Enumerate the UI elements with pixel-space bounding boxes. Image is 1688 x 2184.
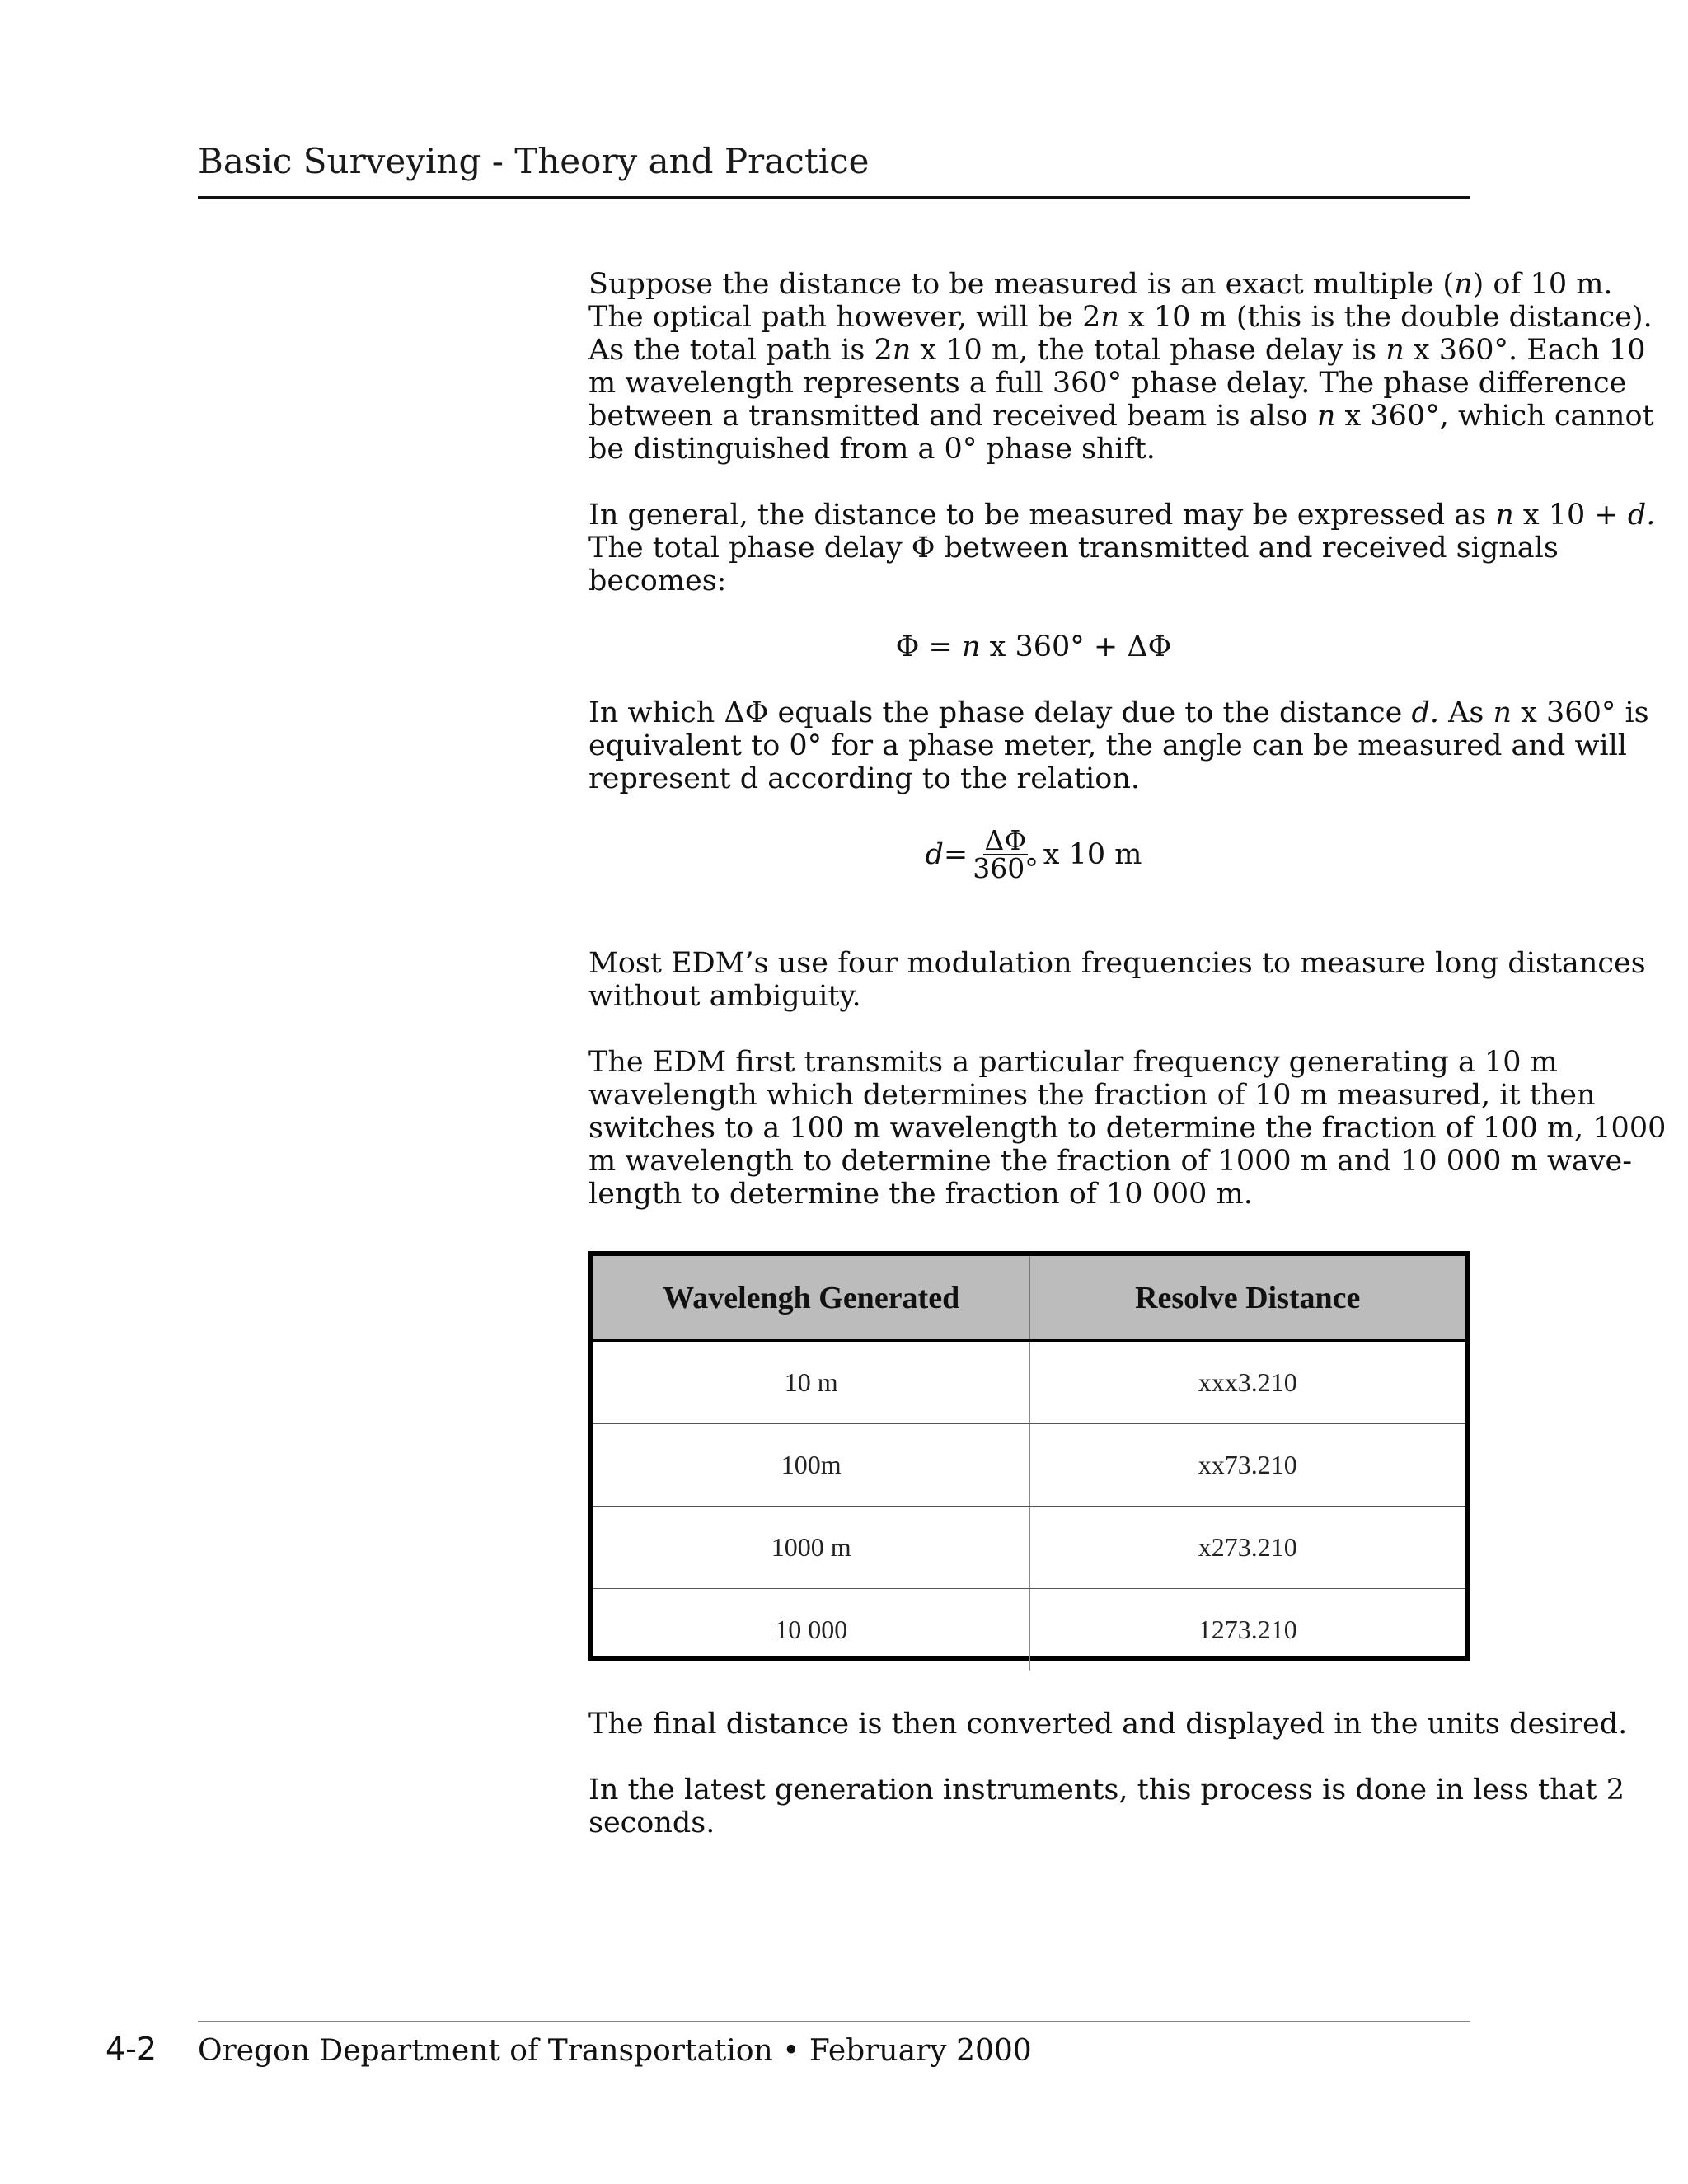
column-header-resolve-distance: Resolve Distance <box>1029 1256 1465 1341</box>
page-number: 4-2 <box>106 2031 157 2067</box>
text-span: x 360°. Each 10 <box>1404 334 1646 367</box>
fraction <box>973 824 1039 884</box>
italic-variable: n <box>1495 499 1514 532</box>
paragraph-4-line-2: without ambiguity. <box>588 980 861 1013</box>
text-span: In which ΔΦ equals the phase delay due to the distance <box>588 696 1412 729</box>
italic-variable: n <box>1454 268 1473 301</box>
italic-variable: n <box>1386 334 1404 367</box>
text-span: x 10 m (this is the double distance). <box>1118 301 1653 334</box>
wavelength-table-grid <box>593 1256 1465 1671</box>
body-content <box>588 268 1667 1244</box>
italic-variable: n <box>961 630 981 663</box>
paragraph-3-line-3: represent d according to the relation. <box>588 762 1140 795</box>
table-cell-wavelength: 10 m <box>593 1341 1029 1424</box>
table-cell-resolve-distance: x273.210 <box>1029 1507 1465 1589</box>
table-header-row <box>593 1256 1465 1341</box>
fraction-denominator: 360° <box>973 852 1039 884</box>
footer-publisher-date: Oregon Department of Transportation • February 2000 <box>198 2034 1032 2068</box>
paragraph-1-line-3 <box>588 334 1646 367</box>
column-header-wavelength: Wavelengh Generated <box>593 1256 1029 1341</box>
text-span: x 360° is <box>1512 696 1649 729</box>
italic-variable: n <box>892 334 912 367</box>
text-span: x 360° + ΔΦ <box>980 630 1172 663</box>
paragraph-4-line-1: Most EDM’s use four modulation frequencies to measure long distances <box>588 947 1646 980</box>
text-span: As <box>1439 696 1493 729</box>
paragraph-1-line-2 <box>588 301 1653 334</box>
paragraph-2 <box>588 499 1656 598</box>
table-row <box>593 1341 1465 1424</box>
paragraph-3-line-2: equivalent to 0° for a phase meter, the angle can be measured and will <box>588 729 1627 762</box>
italic-variable: n <box>1316 400 1336 433</box>
italic-variable: d <box>925 838 944 871</box>
text-span: x 360°, which cannot <box>1335 400 1654 433</box>
text-span: ) of 10 m. <box>1472 268 1613 301</box>
paragraph-4 <box>588 947 1646 1013</box>
equation-distance <box>588 824 1479 884</box>
paragraph-1-line-5 <box>588 400 1654 433</box>
text-span: x 10 + <box>1513 499 1628 532</box>
paragraph-2-line-1 <box>588 499 1656 532</box>
text-span: In general, the distance to be measured may be expressed as <box>588 499 1496 532</box>
paragraph-5-line-4: m wavelength to determine the fraction of 1000 m and 10 000 m wave- <box>588 1145 1633 1178</box>
paragraph-1-line-1 <box>588 268 1613 301</box>
table-cell-resolve-distance: xxx3.210 <box>1029 1341 1465 1424</box>
paragraph-2-line-3: becomes: <box>588 565 727 598</box>
text-span: Φ = <box>895 630 962 663</box>
text-span: As the total path is 2 <box>588 334 893 367</box>
paragraph-6 <box>588 1708 1628 1741</box>
paragraph-6-line-1: The final distance is then converted and displayed in the units desired. <box>588 1708 1628 1741</box>
paragraph-5 <box>588 1046 1667 1211</box>
paragraph-1-line-6: be distinguished from a 0° phase shift. <box>588 433 1156 466</box>
table-cell-resolve-distance: xx73.210 <box>1029 1424 1465 1507</box>
paragraph-3 <box>588 696 1649 795</box>
table-row <box>593 1424 1465 1507</box>
paragraph-5-line-5: length to determine the fraction of 10 000 m. <box>588 1178 1253 1211</box>
paragraph-3-line-1 <box>588 696 1649 729</box>
italic-variable: d. <box>1627 499 1656 532</box>
footer-rule <box>198 2021 1470 2022</box>
header-rule <box>198 196 1470 199</box>
italic-variable: n <box>1493 696 1512 729</box>
table-cell-resolve-distance: 1273.210 <box>1198 1615 1297 1644</box>
paragraph-2-line-2: The total phase delay Φ between transmitted and received signals <box>588 532 1559 565</box>
text-span: between a transmitted and received beam is also <box>588 400 1317 433</box>
text-span: x 10 m <box>1043 838 1142 871</box>
running-header-title: Basic Surveying - Theory and Practice <box>198 141 870 181</box>
wavelength-table <box>588 1251 1470 1661</box>
paragraph-1 <box>588 268 1654 466</box>
paragraph-7 <box>588 1774 1625 1840</box>
paragraph-1-line-4: m wavelength represents a full 360° phase delay. The phase difference <box>588 367 1627 400</box>
fraction-numerator: ΔΦ <box>984 824 1027 856</box>
text-span: x 10 m, the total phase delay is <box>911 334 1386 367</box>
table-row <box>593 1589 1465 1671</box>
italic-variable: n <box>1100 301 1119 334</box>
text-span: The optical path however, will be 2 <box>588 301 1101 334</box>
table-cell-wavelength: 100m <box>593 1424 1029 1507</box>
table-row <box>593 1507 1465 1589</box>
text-span: Suppose the distance to be measured is an exact multiple ( <box>588 268 1455 301</box>
closing-content <box>588 1708 1628 1872</box>
table-cell-wavelength: 10 000 <box>593 1589 1029 1671</box>
italic-variable: d. <box>1411 696 1439 729</box>
paragraph-7-line-2: seconds. <box>588 1807 715 1840</box>
paragraph-5-line-2: wavelength which determines the fraction of 10 m measured, it then <box>588 1079 1596 1112</box>
text-span: = <box>943 838 968 871</box>
equation-phase-delay <box>588 630 1479 663</box>
paragraph-5-line-3: switches to a 100 m wavelength to determine the fraction of 100 m, 1000 <box>588 1112 1667 1145</box>
paragraph-7-line-1: In the latest generation instruments, this process is done in less that 2 <box>588 1774 1625 1807</box>
table-cell-wavelength: 1000 m <box>593 1507 1029 1589</box>
paragraph-5-line-1: The EDM first transmits a particular frequency generating a 10 m <box>588 1046 1558 1079</box>
